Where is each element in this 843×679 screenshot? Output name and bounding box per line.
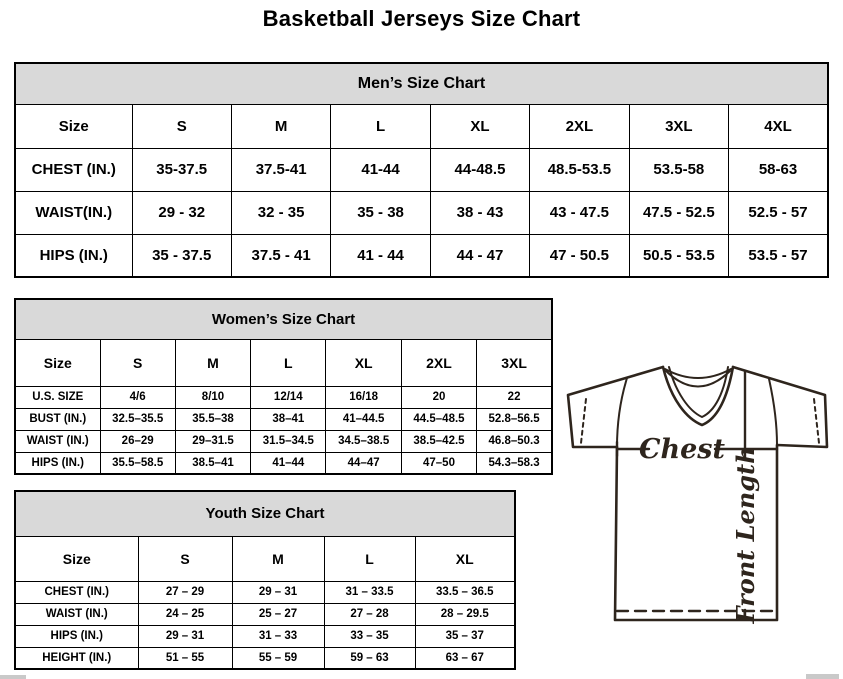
column-header-l: L (324, 536, 415, 581)
table-row (15, 452, 552, 474)
row-label-cell: HIPS (IN.) (15, 234, 132, 277)
jersey-diagram-svg (565, 362, 831, 630)
row-label-cell: CHEST (IN.) (15, 148, 132, 191)
column-header-xl: XL (415, 536, 515, 581)
value-cell: 50.5 - 53.5 (629, 234, 728, 277)
mens-chart (14, 62, 829, 278)
horizontal-scrollbar-fragment-left[interactable] (0, 675, 26, 679)
column-header-s: S (100, 339, 175, 386)
jersey-outline (568, 367, 827, 620)
value-cell: 35 - 38 (331, 191, 430, 234)
collar-back-curve-1 (665, 369, 731, 378)
value-cell: 29 – 31 (232, 581, 324, 603)
page-title: Basketball Jerseys Size Chart (262, 6, 581, 31)
table-row (15, 234, 828, 277)
row-label-cell: HIPS (IN.) (15, 452, 100, 474)
table-row (15, 625, 515, 647)
value-cell: 46.8–50.3 (477, 430, 552, 452)
youth-chart-title: Youth Size Chart (15, 491, 515, 536)
armhole-seam-right (769, 379, 777, 445)
value-cell: 47–50 (401, 452, 476, 474)
value-cell: 48.5-53.5 (530, 148, 629, 191)
column-header-s: S (138, 536, 232, 581)
value-cell: 16/18 (326, 386, 401, 408)
size-corner-header: Size (15, 104, 132, 148)
value-cell: 24 – 25 (138, 603, 232, 625)
column-header-xl: XL (430, 104, 529, 148)
mens-size-chart-table (14, 62, 829, 278)
womens-chart (14, 298, 553, 475)
value-cell: 29–31.5 (175, 430, 250, 452)
value-cell: 41 - 44 (331, 234, 430, 277)
value-cell: 35 - 37.5 (132, 234, 231, 277)
value-cell: 29 – 31 (138, 625, 232, 647)
value-cell: 53.5-58 (629, 148, 728, 191)
value-cell: 44-48.5 (430, 148, 529, 191)
value-cell: 38–41 (251, 408, 326, 430)
collar-outer-v (663, 367, 733, 425)
value-cell: 20 (401, 386, 476, 408)
jersey-measurement-diagram (565, 362, 831, 630)
value-cell: 55 – 59 (232, 647, 324, 669)
value-cell: 31 – 33 (232, 625, 324, 647)
value-cell: 33 – 35 (324, 625, 415, 647)
row-label-cell: BUST (IN.) (15, 408, 100, 430)
front-length-label: Front Length (731, 446, 760, 624)
value-cell: 12/14 (251, 386, 326, 408)
table-row (15, 430, 552, 452)
value-cell: 29 - 32 (132, 191, 231, 234)
value-cell: 25 – 27 (232, 603, 324, 625)
value-cell: 28 – 29.5 (415, 603, 515, 625)
column-header-2xl: 2XL (401, 339, 476, 386)
column-header-m: M (175, 339, 250, 386)
row-label-cell: WAIST (IN.) (15, 430, 100, 452)
column-header-l: L (331, 104, 430, 148)
table-row (15, 148, 828, 191)
sleeve-cuff-right-dashed (814, 399, 819, 443)
value-cell: 27 – 29 (138, 581, 232, 603)
value-cell: 31 – 33.5 (324, 581, 415, 603)
youth-size-chart-table (14, 490, 516, 670)
row-label-cell: WAIST (IN.) (15, 603, 138, 625)
horizontal-scrollbar-fragment-right[interactable] (806, 674, 839, 679)
value-cell: 22 (477, 386, 552, 408)
value-cell: 35.5–38 (175, 408, 250, 430)
youth-chart (14, 490, 516, 670)
table-row (15, 603, 515, 625)
value-cell: 54.3–58.3 (477, 452, 552, 474)
value-cell: 26–29 (100, 430, 175, 452)
value-cell: 31.5–34.5 (251, 430, 326, 452)
column-header-m: M (231, 104, 330, 148)
value-cell: 32 - 35 (231, 191, 330, 234)
table-row (15, 191, 828, 234)
table-row (15, 386, 552, 408)
value-cell: 32.5–35.5 (100, 408, 175, 430)
table-row (15, 647, 515, 669)
row-label-cell: HEIGHT (IN.) (15, 647, 138, 669)
sleeve-cuff-left-dashed (581, 399, 586, 443)
size-corner-header: Size (15, 339, 100, 386)
value-cell: 38 - 43 (430, 191, 529, 234)
value-cell: 53.5 - 57 (729, 234, 828, 277)
column-header-4xl: 4XL (729, 104, 828, 148)
column-header-3xl: 3XL (477, 339, 552, 386)
row-label-cell: U.S. SIZE (15, 386, 100, 408)
column-header-s: S (132, 104, 231, 148)
value-cell: 37.5 - 41 (231, 234, 330, 277)
value-cell: 38.5–42.5 (401, 430, 476, 452)
value-cell: 41–44 (251, 452, 326, 474)
value-cell: 43 - 47.5 (530, 191, 629, 234)
value-cell: 47 - 50.5 (530, 234, 629, 277)
column-header-l: L (251, 339, 326, 386)
value-cell: 63 – 67 (415, 647, 515, 669)
mens-chart-title: Men’s Size Chart (15, 63, 828, 104)
value-cell: 52.5 - 57 (729, 191, 828, 234)
value-cell: 37.5-41 (231, 148, 330, 191)
value-cell: 51 – 55 (138, 647, 232, 669)
size-corner-header: Size (15, 536, 138, 581)
value-cell: 41–44.5 (326, 408, 401, 430)
womens-size-chart-table (14, 298, 553, 475)
value-cell: 35-37.5 (132, 148, 231, 191)
value-cell: 33.5 – 36.5 (415, 581, 515, 603)
value-cell: 41-44 (331, 148, 430, 191)
table-row (15, 581, 515, 603)
value-cell: 59 – 63 (324, 647, 415, 669)
value-cell: 27 – 28 (324, 603, 415, 625)
value-cell: 52.8–56.5 (477, 408, 552, 430)
value-cell: 38.5–41 (175, 452, 250, 474)
value-cell: 58-63 (729, 148, 828, 191)
column-header-xl: XL (326, 339, 401, 386)
value-cell: 35.5–58.5 (100, 452, 175, 474)
row-label-cell: WAIST(IN.) (15, 191, 132, 234)
value-cell: 8/10 (175, 386, 250, 408)
row-label-cell: CHEST (IN.) (15, 581, 138, 603)
column-header-m: M (232, 536, 324, 581)
value-cell: 4/6 (100, 386, 175, 408)
womens-chart-title: Women’s Size Chart (15, 299, 552, 339)
value-cell: 47.5 - 52.5 (629, 191, 728, 234)
value-cell: 34.5–38.5 (326, 430, 401, 452)
value-cell: 44 - 47 (430, 234, 529, 277)
table-row (15, 408, 552, 430)
value-cell: 44.5–48.5 (401, 408, 476, 430)
column-header-2xl: 2XL (530, 104, 629, 148)
column-header-3xl: 3XL (629, 104, 728, 148)
value-cell: 44–47 (326, 452, 401, 474)
chest-label: Chest (639, 434, 725, 465)
value-cell: 35 – 37 (415, 625, 515, 647)
armhole-seam-left (617, 378, 627, 447)
row-label-cell: HIPS (IN.) (15, 625, 138, 647)
